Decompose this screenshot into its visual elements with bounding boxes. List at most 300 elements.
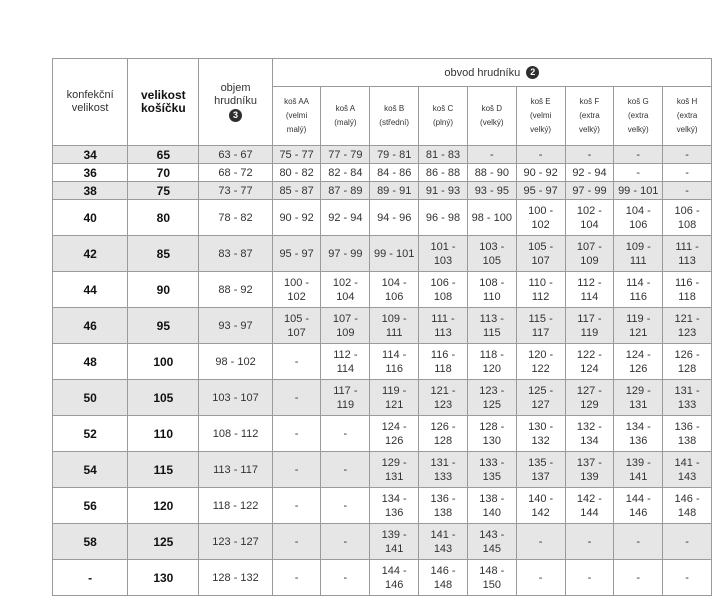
- cell-obvod-hrudniku: [663, 164, 712, 182]
- cell-value-line: 143 -: [479, 528, 505, 541]
- cell-konfekcni-velikost: 54: [53, 452, 128, 488]
- header-line: objem: [220, 82, 251, 94]
- cell-obvod-hrudniku: [370, 344, 419, 380]
- cell-value-line: 128 -: [479, 420, 505, 433]
- cell-value-line: 111: [629, 254, 647, 267]
- cell-value-line: 80 - 82: [279, 166, 314, 179]
- cell-value-line: 112 -: [333, 348, 358, 361]
- cell-velikost-kosicku: 120: [128, 488, 199, 524]
- cell-value-line: 114 -: [382, 348, 407, 361]
- cell-value-line: 141 -: [674, 456, 700, 469]
- cell-value-line: 106: [385, 290, 404, 303]
- cell-value-line: 134 -: [625, 420, 651, 433]
- cell-obvod-hrudniku: [614, 416, 663, 452]
- cell-obvod-hrudniku: [614, 560, 663, 596]
- cell-objem-hrudniku: 118 - 122: [199, 488, 272, 524]
- cell-value-line: 105 -: [284, 312, 310, 325]
- table-row: [53, 380, 712, 416]
- cell-value-line: 90 - 92: [523, 166, 558, 179]
- cell-obvod-hrudniku: [663, 452, 712, 488]
- header-line: velikost: [71, 102, 109, 114]
- cell-value-line: 116: [385, 362, 403, 375]
- size-chart-table: [52, 58, 712, 596]
- cell-value-line: 118: [678, 290, 696, 303]
- cell-value-line: 143: [677, 470, 697, 483]
- cell-obvod-hrudniku: [419, 164, 468, 182]
- header-cup: [419, 87, 468, 146]
- cell-value-line: 111 -: [431, 312, 455, 325]
- cell-value-line: 131 -: [674, 384, 700, 397]
- cell-value-line: 103 -: [479, 240, 505, 253]
- cell-value-line: 138: [433, 506, 453, 519]
- header-cup-line: koš H: [676, 97, 698, 106]
- cell-obvod-hrudniku: [614, 164, 663, 182]
- cell-value-line: 88 - 90: [474, 166, 509, 179]
- cell-obvod-hrudniku: [516, 272, 565, 308]
- cell-obvod-hrudniku: [663, 272, 712, 308]
- cell-value-line: -: [489, 148, 494, 161]
- cell-obvod-hrudniku: [419, 524, 468, 560]
- cell-value-line: 114: [580, 290, 599, 303]
- cell-konfekcni-velikost: 50: [53, 380, 128, 416]
- cell-value-line: 143: [433, 542, 453, 555]
- cell-value-line: 137 -: [576, 456, 602, 469]
- cell-value-line: 102 -: [332, 276, 358, 289]
- cell-value-line: 120: [482, 362, 501, 375]
- header-obvod-hrudniku: [272, 59, 711, 87]
- size-chart-body: [53, 146, 712, 596]
- cell-value-line: 107 -: [576, 240, 602, 253]
- cell-value-line: 123 -: [479, 384, 505, 397]
- cell-value-line: 148: [433, 578, 453, 591]
- cell-obvod-hrudniku: [370, 146, 419, 164]
- cell-value-line: 110 -: [528, 276, 553, 289]
- cell-obvod-hrudniku: [370, 236, 419, 272]
- cell-obvod-hrudniku: [272, 308, 321, 344]
- header-cup-line: koš E: [530, 97, 551, 106]
- cell-value-line: 118: [434, 362, 452, 375]
- cell-value-line: -: [538, 571, 543, 584]
- cell-konfekcni-velikost: 36: [53, 164, 128, 182]
- cell-obvod-hrudniku: [565, 182, 614, 200]
- cell-value-line: 109: [580, 254, 599, 267]
- cell-velikost-kosicku: 70: [128, 164, 199, 182]
- cell-obvod-hrudniku: [321, 416, 370, 452]
- cell-value-line: 140 -: [528, 492, 554, 505]
- cell-value-line: 138 -: [479, 492, 505, 505]
- cell-obvod-hrudniku: [419, 452, 468, 488]
- cell-obvod-hrudniku: [516, 146, 565, 164]
- table-row: [53, 560, 712, 596]
- header-cup: [663, 87, 712, 146]
- header-cup-line: koš B: [384, 104, 405, 113]
- cell-obvod-hrudniku: [467, 272, 516, 308]
- cell-value-line: 146 -: [674, 492, 700, 505]
- cell-value-line: -: [685, 571, 689, 584]
- cell-obvod-hrudniku: [321, 164, 370, 182]
- cell-obvod-hrudniku: [565, 416, 614, 452]
- cell-value-line: 103: [433, 254, 453, 267]
- cell-obvod-hrudniku: [321, 452, 370, 488]
- cell-obvod-hrudniku: [516, 560, 565, 596]
- cell-obvod-hrudniku: [565, 164, 614, 182]
- cell-value-line: 126 -: [430, 420, 456, 433]
- cell-value-line: 102: [287, 290, 306, 303]
- cell-value-line: -: [294, 355, 299, 368]
- cell-value-line: 142 -: [576, 492, 602, 505]
- cell-value-line: -: [636, 166, 641, 179]
- cell-value-line: -: [294, 463, 299, 476]
- cell-konfekcni-velikost: 52: [53, 416, 128, 452]
- cell-obvod-hrudniku: [516, 416, 565, 452]
- cell-value-line: 120 -: [528, 348, 554, 361]
- cell-objem-hrudniku: 63 - 67: [199, 146, 272, 164]
- cell-value-line: 127: [531, 398, 550, 411]
- cell-obvod-hrudniku: [467, 524, 516, 560]
- cell-value-line: 111: [385, 326, 403, 339]
- header-cup: [614, 87, 663, 146]
- cell-value-line: 137: [531, 470, 550, 483]
- cell-value-line: 119: [580, 326, 599, 339]
- header-cup-line: koš G: [627, 97, 649, 106]
- cell-value-line: 130 -: [528, 420, 554, 433]
- cell-value-line: 99 - 101: [374, 247, 415, 260]
- cell-value-line: 109: [336, 326, 355, 339]
- cell-obvod-hrudniku: [272, 524, 321, 560]
- cell-obvod-hrudniku: [467, 488, 516, 524]
- header-cup: [272, 87, 321, 146]
- cell-value-line: 136: [629, 434, 648, 447]
- header-velikost-kosicku: [128, 59, 199, 146]
- cell-obvod-hrudniku: [419, 308, 468, 344]
- header-cup-line: velký): [676, 125, 698, 134]
- cell-value-line: 108: [433, 290, 453, 303]
- cell-value-line: 117 -: [577, 312, 602, 325]
- cell-velikost-kosicku: 115: [128, 452, 199, 488]
- cell-obvod-hrudniku: [516, 524, 565, 560]
- cell-value-line: 112 -: [577, 276, 602, 289]
- cell-value-line: -: [343, 535, 348, 548]
- cell-value-line: 108: [677, 218, 697, 231]
- cell-value-line: 91 - 93: [425, 184, 461, 197]
- cell-obvod-hrudniku: [663, 308, 712, 344]
- cell-obvod-hrudniku: [565, 380, 614, 416]
- cell-value-line: 97 - 99: [572, 184, 607, 197]
- cell-obvod-hrudniku: [516, 182, 565, 200]
- cell-obvod-hrudniku: [321, 272, 370, 308]
- cell-value-line: 93 - 95: [474, 184, 509, 197]
- cell-obvod-hrudniku: [419, 344, 468, 380]
- cell-value-line: 96 - 98: [425, 211, 461, 224]
- cell-value-line: -: [294, 535, 299, 548]
- cell-obvod-hrudniku: [321, 344, 370, 380]
- cell-obvod-hrudniku: [321, 182, 370, 200]
- cell-value-line: 101 -: [430, 240, 456, 253]
- cell-value-line: -: [587, 148, 592, 161]
- cell-value-line: 113: [678, 254, 696, 267]
- cell-value-line: 135 -: [528, 456, 554, 469]
- cell-value-line: 81 - 83: [425, 148, 461, 161]
- cell-value-line: -: [685, 148, 689, 161]
- cell-value-line: 134: [580, 434, 599, 447]
- cell-obvod-hrudniku: [419, 380, 468, 416]
- header-obvod-label: obvod hrudníku: [444, 66, 521, 79]
- cell-obvod-hrudniku: [370, 272, 419, 308]
- cell-value-line: 100 -: [528, 204, 554, 217]
- cell-objem-hrudniku: 83 - 87: [199, 236, 272, 272]
- cell-value-line: 148: [677, 506, 697, 519]
- header-cup-line: koš C: [432, 104, 454, 113]
- cell-obvod-hrudniku: [516, 488, 565, 524]
- table-row: [53, 200, 712, 236]
- cell-obvod-hrudniku: [663, 146, 712, 164]
- table-row: [53, 182, 712, 200]
- cell-value-line: -: [538, 148, 543, 161]
- cell-obvod-hrudniku: [272, 200, 321, 236]
- cell-value-line: 119 -: [626, 312, 651, 325]
- cell-value-line: 117 -: [333, 384, 358, 397]
- cell-obvod-hrudniku: [419, 200, 468, 236]
- cell-obvod-hrudniku: [321, 380, 370, 416]
- header-objem-hrudniku: [199, 59, 272, 146]
- cell-value-line: 119: [336, 398, 355, 411]
- cell-obvod-hrudniku: [419, 416, 468, 452]
- header-cup-line: (velmi: [529, 111, 552, 120]
- cell-value-line: 113 -: [479, 312, 504, 325]
- table-row: [53, 344, 712, 380]
- header-cup-line: (malý): [334, 118, 357, 127]
- cell-value-line: -: [294, 427, 299, 440]
- header-cup-line: (velmi: [285, 111, 308, 120]
- cell-value-line: 77 - 79: [328, 148, 363, 161]
- cell-value-line: 109 -: [625, 240, 651, 253]
- cell-obvod-hrudniku: [467, 236, 516, 272]
- cell-objem-hrudniku: 78 - 82: [199, 200, 272, 236]
- cell-velikost-kosicku: 90: [128, 272, 199, 308]
- cell-velikost-kosicku: 110: [128, 416, 199, 452]
- cell-value-line: 139 -: [381, 528, 407, 541]
- header-cup-line: velký): [627, 125, 649, 134]
- cell-obvod-hrudniku: [370, 560, 419, 596]
- cell-objem-hrudniku: 98 - 102: [199, 344, 272, 380]
- cell-value-line: 104: [336, 290, 355, 303]
- cell-obvod-hrudniku: [614, 146, 663, 164]
- cell-value-line: 126: [629, 362, 648, 375]
- cell-value-line: 84 - 86: [377, 166, 412, 179]
- cell-obvod-hrudniku: [663, 200, 712, 236]
- table-row: [53, 236, 712, 272]
- table-row: [53, 524, 712, 560]
- cell-value-line: -: [587, 535, 592, 548]
- cell-value-line: 144 -: [381, 564, 407, 577]
- cell-obvod-hrudniku: [467, 380, 516, 416]
- cell-value-line: 113: [434, 326, 452, 339]
- cell-value-line: 110: [483, 290, 501, 303]
- cell-value-line: 127 -: [576, 384, 602, 397]
- cell-value-line: 82 - 84: [328, 166, 363, 179]
- cell-obvod-hrudniku: [321, 524, 370, 560]
- cell-objem-hrudniku: 93 - 97: [199, 308, 272, 344]
- cell-value-line: 135: [482, 470, 501, 483]
- cell-obvod-hrudniku: [419, 146, 468, 164]
- cell-value-line: 104 -: [381, 276, 407, 289]
- cell-value-line: 124: [580, 362, 599, 375]
- cell-konfekcni-velikost: 48: [53, 344, 128, 380]
- cell-obvod-hrudniku: [467, 164, 516, 182]
- cell-obvod-hrudniku: [467, 308, 516, 344]
- cell-value-line: 95 - 97: [279, 247, 314, 260]
- cell-obvod-hrudniku: [565, 560, 614, 596]
- cell-konfekcni-velikost: 46: [53, 308, 128, 344]
- cell-value-line: -: [294, 391, 299, 404]
- cell-value-line: 107: [287, 326, 306, 339]
- cell-value-line: 115 -: [528, 312, 553, 325]
- cell-value-line: 124 -: [625, 348, 651, 361]
- footnote-badge-2: 2: [526, 66, 539, 79]
- header-cup-line: (plný): [432, 118, 453, 127]
- header-cup-line: koš AA: [284, 97, 310, 106]
- cell-value-line: 139 -: [625, 456, 651, 469]
- cell-velikost-kosicku: 125: [128, 524, 199, 560]
- cell-obvod-hrudniku: [516, 344, 565, 380]
- cell-value-line: 107: [531, 254, 550, 267]
- cell-value-line: 141: [629, 470, 648, 483]
- cell-value-line: 133: [677, 398, 697, 411]
- header-cup-line: velký): [578, 125, 600, 134]
- cell-value-line: 116 -: [674, 276, 700, 289]
- cell-obvod-hrudniku: [614, 380, 663, 416]
- header-line: velikost: [140, 88, 186, 102]
- cell-value-line: 106 -: [430, 276, 456, 289]
- cell-obvod-hrudniku: [663, 416, 712, 452]
- cell-obvod-hrudniku: [370, 380, 419, 416]
- table-row: [53, 164, 712, 182]
- table-row: [53, 146, 712, 164]
- cell-value-line: 136 -: [430, 492, 456, 505]
- cell-obvod-hrudniku: [272, 182, 321, 200]
- cell-obvod-hrudniku: [614, 452, 663, 488]
- cell-value-line: 133: [433, 470, 453, 483]
- cell-value-line: 138: [677, 434, 697, 447]
- cell-value-line: 123: [433, 398, 453, 411]
- cell-konfekcni-velikost: 38: [53, 182, 128, 200]
- cell-value-line: 106: [629, 218, 648, 231]
- cell-value-line: 134 -: [381, 492, 407, 505]
- cell-value-line: 140: [482, 506, 501, 519]
- header-cup-line: koš A: [335, 104, 356, 113]
- cell-value-line: 131: [629, 398, 648, 411]
- header-cup: [565, 87, 614, 146]
- cell-value-line: 121: [385, 398, 404, 411]
- cell-value-line: -: [685, 166, 689, 179]
- cell-value-line: 129: [580, 398, 599, 411]
- cell-value-line: 99 - 101: [618, 184, 659, 197]
- header-cup-line: velký): [530, 125, 552, 134]
- cell-obvod-hrudniku: [516, 380, 565, 416]
- cell-value-line: 112: [531, 290, 550, 303]
- cell-obvod-hrudniku: [614, 488, 663, 524]
- cell-value-line: 85 - 87: [279, 184, 314, 197]
- cell-value-line: 128: [677, 362, 697, 375]
- cell-obvod-hrudniku: [663, 182, 712, 200]
- table-row: [53, 416, 712, 452]
- cell-obvod-hrudniku: [272, 236, 321, 272]
- cell-obvod-hrudniku: [516, 200, 565, 236]
- cell-obvod-hrudniku: [370, 488, 419, 524]
- cell-velikost-kosicku: 100: [128, 344, 199, 380]
- cell-value-line: 86 - 88: [425, 166, 461, 179]
- cell-value-line: 129 -: [381, 456, 407, 469]
- cell-value-line: 136: [385, 506, 404, 519]
- header-cup: [467, 87, 516, 146]
- cell-value-line: 121 -: [430, 384, 456, 397]
- cell-value-line: 142: [531, 506, 550, 519]
- cell-value-line: 141 -: [430, 528, 456, 541]
- cell-obvod-hrudniku: [516, 452, 565, 488]
- cell-value-line: 130: [482, 434, 501, 447]
- cell-obvod-hrudniku: [272, 560, 321, 596]
- header-cup-line: koš F: [579, 97, 600, 106]
- cell-value-line: 109 -: [381, 312, 407, 325]
- cell-obvod-hrudniku: [321, 200, 370, 236]
- cell-objem-hrudniku: 68 - 72: [199, 164, 272, 182]
- cell-objem-hrudniku: 113 - 117: [199, 452, 272, 488]
- cell-value-line: 92 - 94: [572, 166, 607, 179]
- cell-obvod-hrudniku: [370, 416, 419, 452]
- cell-obvod-hrudniku: [321, 308, 370, 344]
- table-row: [53, 308, 712, 344]
- cell-value-line: 98 - 100: [471, 211, 512, 224]
- cell-value-line: 131: [385, 470, 404, 483]
- cell-value-line: 132 -: [576, 420, 602, 433]
- cell-obvod-hrudniku: [614, 308, 663, 344]
- cell-obvod-hrudniku: [467, 146, 516, 164]
- cell-value-line: 94 - 96: [377, 211, 412, 224]
- cell-value-line: 144: [580, 506, 599, 519]
- cell-value-line: 145: [482, 542, 501, 555]
- cell-obvod-hrudniku: [614, 524, 663, 560]
- cell-value-line: 136 -: [674, 420, 700, 433]
- cell-value-line: 100 -: [284, 276, 310, 289]
- header-konfekcni-velikost: [53, 59, 128, 146]
- cell-value-line: 105 -: [528, 240, 554, 253]
- cell-value-line: 111 -: [675, 240, 699, 253]
- footnote-badge-3: 3: [229, 109, 242, 122]
- cell-obvod-hrudniku: [614, 182, 663, 200]
- cell-obvod-hrudniku: [663, 380, 712, 416]
- cell-value-line: 90 - 92: [279, 211, 314, 224]
- cell-obvod-hrudniku: [370, 452, 419, 488]
- cell-obvod-hrudniku: [272, 272, 321, 308]
- cell-obvod-hrudniku: [370, 200, 419, 236]
- cell-obvod-hrudniku: [565, 236, 614, 272]
- cell-obvod-hrudniku: [272, 164, 321, 182]
- cell-value-line: 106 -: [674, 204, 700, 217]
- cell-value-line: -: [343, 463, 348, 476]
- cell-konfekcni-velikost: 40: [53, 200, 128, 236]
- cell-value-line: 125: [482, 398, 501, 411]
- cell-value-line: 125 -: [528, 384, 554, 397]
- cell-value-line: 133 -: [479, 456, 505, 469]
- header-cup-line: (extra: [676, 111, 698, 120]
- cell-obvod-hrudniku: [272, 452, 321, 488]
- cell-value-line: 115: [483, 326, 501, 339]
- cell-value-line: 89 - 91: [377, 184, 412, 197]
- cell-obvod-hrudniku: [419, 560, 468, 596]
- cell-obvod-hrudniku: [565, 524, 614, 560]
- cell-objem-hrudniku: 103 - 107: [199, 380, 272, 416]
- table-row: [53, 488, 712, 524]
